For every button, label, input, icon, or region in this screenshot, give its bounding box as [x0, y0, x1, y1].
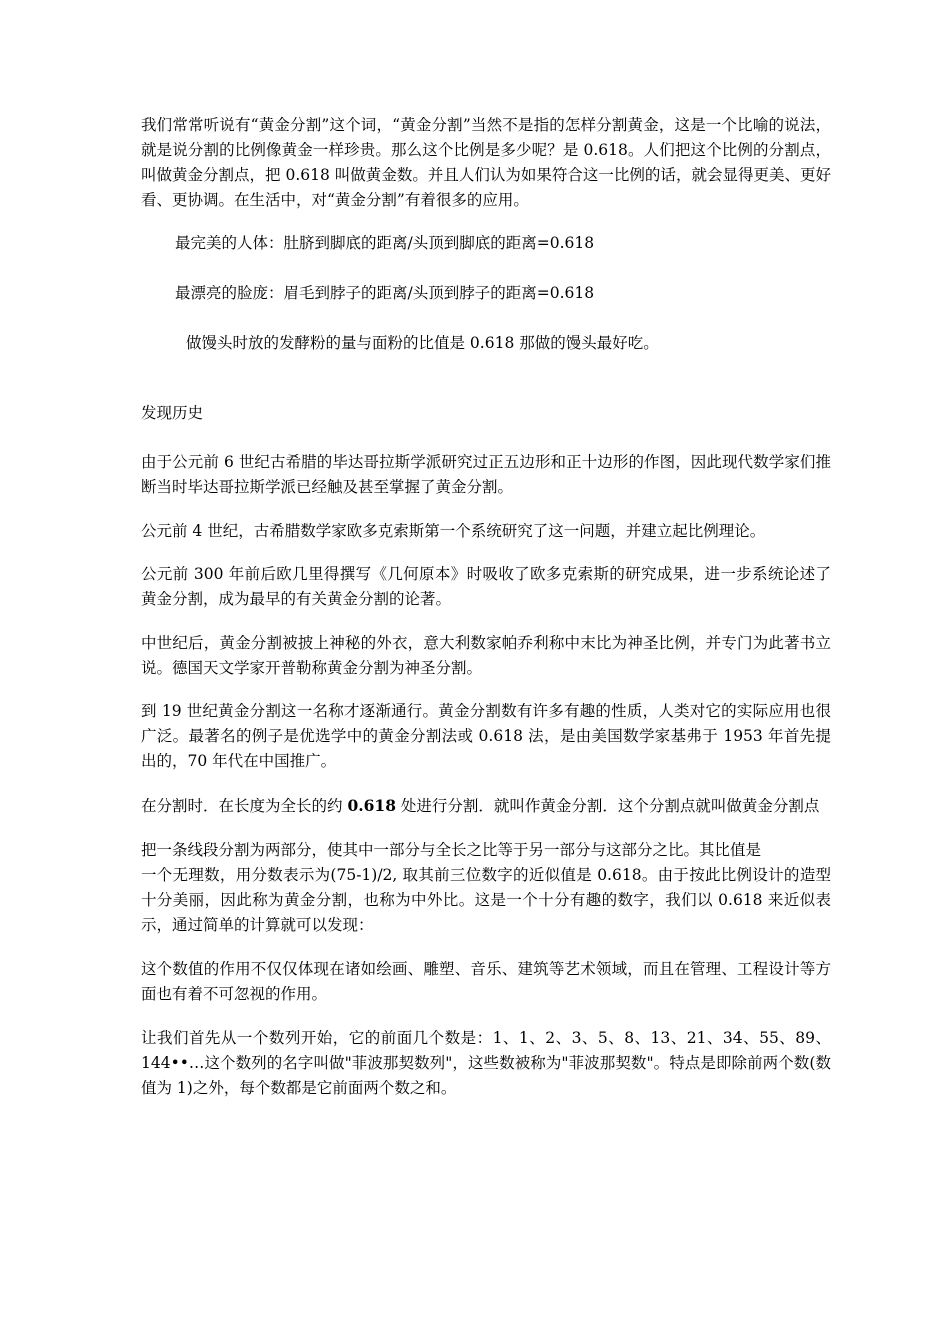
- example-steamed-bun: 做馒头时放的发酵粉的量与面粉的比值是 0.618 那做的馒头最好吃。: [186, 334, 659, 352]
- irrational-paragraph: [141, 838, 831, 938]
- fibonacci-paragraph: 让我们首先从一个数列开始，它的前面几个数是：1、1、2、3、5、8、13、21、34、55、89、144••…这个数列的名字叫做"菲波那契数列"，这些数被称为"菲波那契数"。特点是即除前两个数(数值为 1)之外，每个数都是它前面两个数之和。: [141, 1029, 831, 1097]
- history-paragraph: 中世纪后，黄金分割被披上神秘的外衣，意大利数家帕乔利称中末比为神圣比例，并专门为此著书立说。德国天文学家开普勒称黄金分割为神圣分割。: [141, 634, 831, 677]
- uses-paragraph: 这个数值的作用不仅仅体现在诸如绘画、雕塑、音乐、建筑等艺术领域，而且在管理、工程设计等方面也有着不可忽视的作用。: [141, 960, 831, 1003]
- example-human-body: 最完美的人体：肚脐到脚底的距离/头顶到脚底的距离=0.618: [175, 234, 595, 252]
- irrational-line-1: 把一条线段分割为两部分，使其中一部分与全长之比等于另一部分与这部分之比。其比值是: [141, 841, 762, 859]
- example-face: 最漂亮的脸庞：眉毛到脖子的距离/头顶到脖子的距离=0.618: [175, 284, 595, 302]
- history-paragraph: 由于公元前 6 世纪古希腊的毕达哥拉斯学派研究过正五边形和正十边形的作图，因此现代数学家们推断当时毕达哥拉斯学派已经触及甚至掌握了黄金分割。: [141, 453, 831, 496]
- definition-text-post: 处进行分割．就叫作黄金分割．这个分割点就叫做黄金分割点: [395, 797, 820, 815]
- history-paragraph: 公元前 300 年前后欧几里得撰写《几何原本》时吸收了欧多克索斯的研究成果，进一步系统论述了黄金分割，成为最早的有关黄金分割的论著。: [141, 565, 831, 608]
- history-heading: 发现历史: [141, 404, 204, 422]
- document-body: [141, 113, 831, 1101]
- history-paragraph: 到 19 世纪黄金分割这一名称才逐渐通行。黄金分割数有许多有趣的性质，人类对它的实际应用也很广泛。最著名的例子是优选学中的黄金分割法或 0.618 法，是由美国数学家基弗于 1953 年首先提出的，70 年代在中国推广。: [141, 702, 831, 770]
- irrational-rest: 一个无理数，用分数表示为(75-1)/2, 取其前三位数字的近似值是 0.618。由于按此比例设计的造型十分美丽，因此称为黄金分割，也称为中外比。这是一个十分有趣的数字，我们以 0.618 来近似表示，通过简单的计算就可以发现：: [141, 866, 831, 934]
- history-paragraph: 公元前 4 世纪，古希腊数学家欧多克索斯第一个系统研究了这一问题，并建立起比例理论。: [141, 522, 766, 540]
- definition-text-pre: 在分割时．在长度为全长的约: [141, 797, 348, 815]
- intro-paragraph: 我们常常听说有“黄金分割”这个词，“黄金分割”当然不是指的怎样分割黄金，这是一个比喻的说法，就是说分割的比例像黄金一样珍贵。那么这个比例是多少呢？是 0.618。人们把这个比例的分割点，叫做黄金分割点，把 0.618 叫做黄金数。并且人们认为如果符合这一比例的话，就会显得更美、更好看、更协调。在生活中，对“黄金分割”有着很多的应用。: [141, 116, 831, 209]
- definition-paragraph: [141, 793, 831, 819]
- definition-number: 0.618: [347, 796, 396, 815]
